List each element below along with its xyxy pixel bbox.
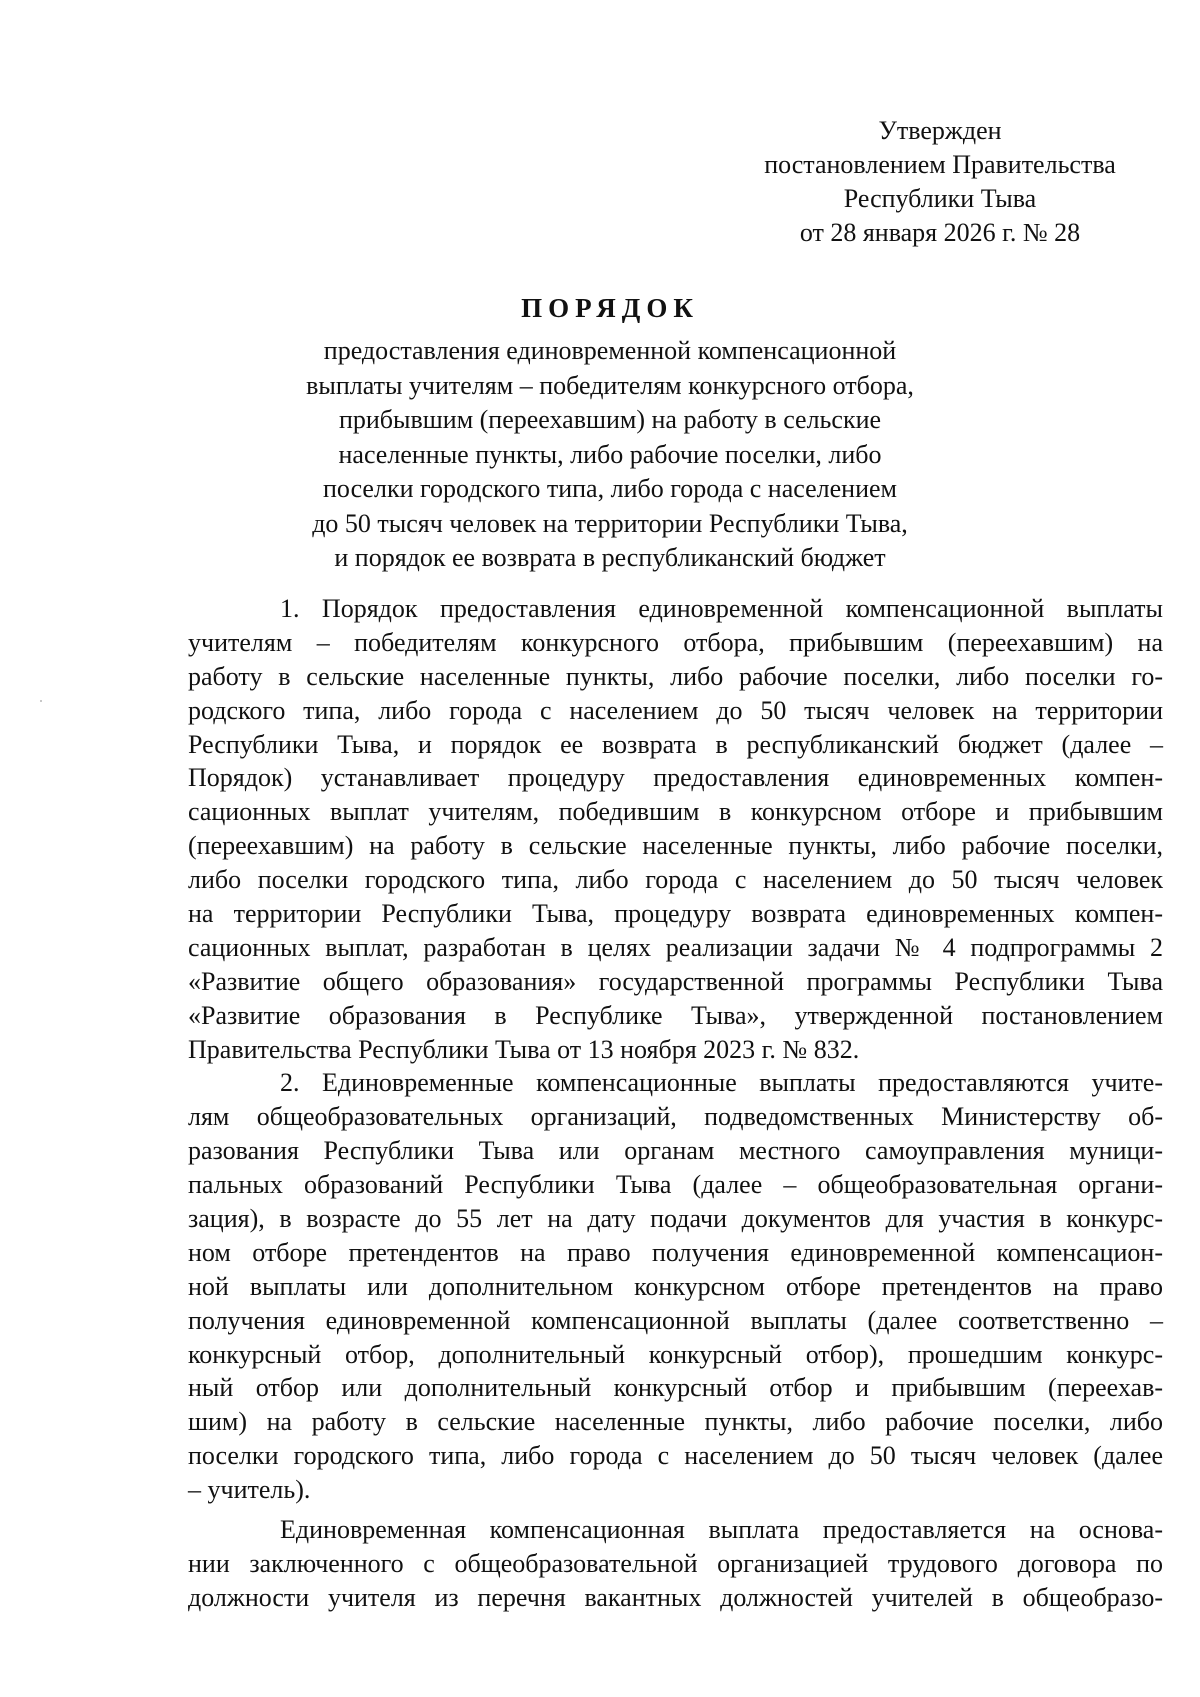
document-body [188,592,1163,1615]
body-line: 1. Порядок предоставления единовременной компенсационной выплаты [280,594,1163,623]
paragraph-1 [188,592,1163,1066]
subtitle-line: прибывшим (переехавшим) на работу в сельские [338,405,882,434]
body-line: нии заключенного с общеобразовательной организацией трудового договора по [188,1548,1163,1578]
body-line: Порядок) устанавливает процедуру предоставления единовременных компен- [188,763,1163,793]
subtitle-line: населенные пункты, либо рабочие поселки, либо [338,439,882,469]
body-line: на территории Республики Тыва, процедуру возврата единовременных компен- [188,899,1163,929]
body-line: – учитель). [188,1475,311,1505]
subtitle-line: и порядок ее возврата в республиканский бюджет [334,543,886,572]
body-line: шим) на работу в сельские населенные пункты, либо рабочие поселки, либо [188,1407,1163,1437]
body-line: ный отбор или дополнительный конкурсный отбор и прибывшим (переехав- [188,1373,1163,1403]
body-line: работу в сельские населенные пункты, либо рабочие поселки, либо поселки го- [188,661,1163,691]
body-line: поселки городского типа, либо города с населением до 50 тысяч человек (далее [188,1441,1163,1471]
body-line: сационных выплат, разработан в целях реализации задачи № 4 подпрограммы 2 [188,932,1163,962]
body-line: должности учителя из перечня вакантных должностей учителей в общеобразо- [188,1582,1163,1612]
approval-line: от 28 января 2026 г. № 28 [799,218,1081,247]
body-line: ном отборе претендентов на право получения единовременной компенсацион- [188,1237,1163,1267]
body-line: (переехавшим) на работу в сельские населенные пункты, либо рабочие поселки, [188,831,1163,861]
paragraph-3 [188,1513,1163,1615]
approval-block [750,114,1130,250]
document-heading: ПОРЯДОК [521,293,699,323]
body-line: получения единовременной компенсационной выплаты (далее соответственно – [188,1305,1163,1335]
body-line: учителям – победителям конкурсного отбора, прибывшим (переехавшим) на [188,627,1163,657]
body-line: Единовременная компенсационная выплата предоставляется на основа- [280,1515,1163,1545]
document-subtitle [270,334,950,576]
approval-line: Утвержден [878,116,1002,145]
approval-line: Республики Тыва [843,184,1037,213]
body-line: лям общеобразовательных организаций, подведомственных Министерству об- [188,1102,1163,1132]
subtitle-line: предоставления единовременной компенсационной [323,336,897,365]
body-line: «Развитие образования в Республике Тыва», утвержденной постановлением [188,1000,1163,1030]
body-line: зация), в возрасте до 55 лет на дату подачи документов для участия в конкурс- [188,1204,1163,1234]
body-line: 2. Единовременные компенсационные выплаты предоставляются учите- [280,1068,1163,1098]
subtitle-line: до 50 тысяч человек на территории Республики Тыва, [312,508,908,538]
body-line: ной выплаты или дополнительном конкурсном отборе претендентов на право [188,1271,1163,1301]
body-line: пальных образований Республики Тыва (далее – общеобразовательная органи- [188,1170,1163,1200]
body-line: Республики Тыва, и порядок ее возврата в республиканский бюджет (далее – [188,729,1163,759]
subtitle-line: поселки городского типа, либо города с населением [323,474,897,503]
body-line: конкурсный отбор, дополнительный конкурсный отбор), прошедшим конкурс- [188,1339,1163,1369]
body-line: либо поселки городского типа, либо города с населением до 50 тысяч человек [188,865,1163,895]
body-line: сационных выплат учителям, победившим в конкурсном отборе и прибывшим [188,797,1163,827]
paragraph-2 [188,1066,1163,1507]
body-line: «Развитие общего образования» государственной программы Республики Тыва [188,966,1163,996]
scan-speck [40,700,42,702]
subtitle-line: выплаты учителям – победителям конкурсного отбора, [306,370,914,400]
body-line: родского типа, либо города с населением до 50 тысяч человек на территории [188,695,1163,725]
body-line: Правительства Республики Тыва от 13 ноября 2023 г. № 832. [188,1034,860,1064]
body-line: разования Республики Тыва или органам местного самоуправления муници- [188,1136,1163,1166]
approval-line: постановлением Правительства [764,150,1116,179]
